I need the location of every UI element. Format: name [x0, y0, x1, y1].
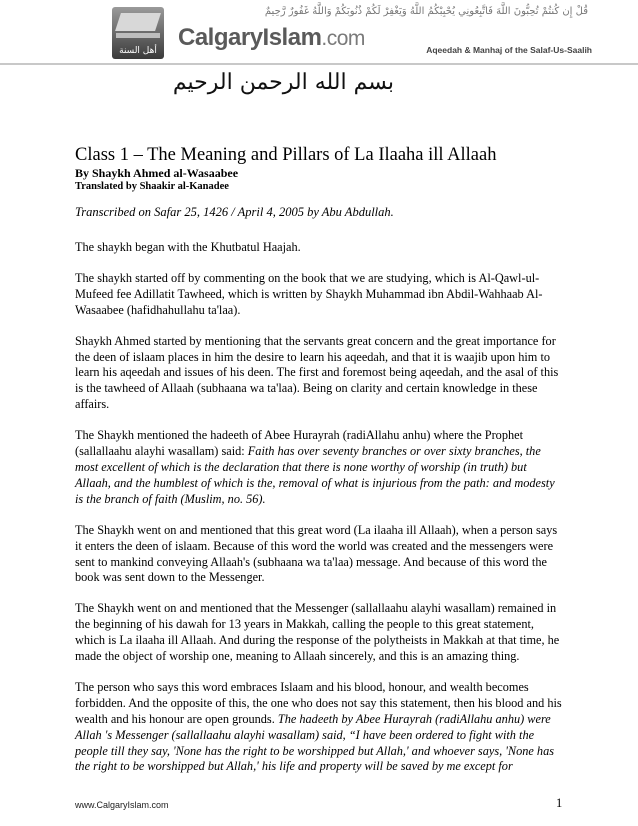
- paragraph-text: The Shaykh went on and mentioned that the Messenger (sallallaahu alayhi wasallam) remained in the beginning of his dawah for 13 years in Makkah, calling the people to this great statement, which is La ilaaha ill Allaah. And during the response of the polytheists in Makkah at that time, he made the object of worship one, meaning to Allaah sincerely, and this is an amazing thing.: [75, 601, 560, 664]
- paragraph-text: The shaykh began with the Khutbatul Haajah.: [75, 240, 301, 254]
- paragraph-text: The Shaykh went on and mentioned that this great word (La ilaaha ill Allaah), when a person says it enters the deen of islaam. Because of this word the world was created and the messengers were sent to mankind conveying Allaah's (subhaana wa ta'laa) message. And because of this word the book was sent down to the Messenger.: [75, 522, 558, 585]
- page-number: 1: [556, 796, 563, 810]
- footer-website: www.CalgaryIslam.com: [75, 800, 169, 810]
- hadith-quote: The hadeeth by Abee Hurayrah (radiAllahu anhu) were Allah 's Messenger (sallallaahu alayhi wasallam) said, “I have been ordered to fight with the people till they say, 'None has the right to be worshipped but Allah,' and whoever says, 'None has the right to be worshipped but Allah,' his life and property will be saved by me except for: [75, 711, 555, 774]
- paragraph: [75, 523, 565, 587]
- paragraph-text: The person who says this word embraces Islaam and his blood, honour, and wealth becomes forbidden. And the opposite of this, the one who does not say this statement, then his blood and his wealth and his honour are open grounds.: [75, 679, 562, 726]
- paragraph-text: Shaykh Ahmed started by mentioning that the servants great concern and the great importance for the deen of islaam places in him the desire to learn his aqeedah, and that it is waajib upon him to learn his aqeedah and issues of his deen. The first and foremost being aqeedah, and the asal of this is the tawheed of Allaah (subhaana wa ta'laa). Being on clarity and certain knowledge in these affairs.: [75, 333, 559, 412]
- bismillah-calligraphy: بسم الله الرحمن الرحيم: [172, 70, 394, 95]
- document-body: [75, 145, 565, 775]
- paragraph: [75, 601, 565, 665]
- site-name: [178, 24, 365, 52]
- arabic-verse: قُلْ إِن كُنتُمْ تُحِبُّونَ اللَّهَ فَاتَّبِعُونِي يُحْبِبْكُمُ اللَّهُ وَيَغْفِرْ لَكُمْ ذُنُوبَكُمْ وَاللَّهُ غَفُورٌ رَّحِيمٌ: [264, 6, 588, 17]
- site-name-suffix: .com: [321, 27, 365, 50]
- kaaba-logo-icon: [112, 7, 164, 59]
- transcription-note: Transcribed on Safar 25, 1426 / April 4, 2005 by Abu Abdullah.: [75, 205, 394, 219]
- paragraph-text: The Shaykh mentioned the hadeeth of Abee Hurayrah (radiAllahu anhu) where the Prophet (sallallaahu alayhi wasallam) said:: [75, 428, 524, 459]
- document-title: Class 1 – The Meaning and Pillars of La Ilaaha ill Allaah: [75, 145, 497, 165]
- paragraph: [75, 680, 565, 775]
- site-name-main: CalgaryIslam: [178, 24, 322, 51]
- paragraph: [75, 428, 565, 508]
- paragraph-text: The shaykh started off by commenting on the book that we are studying, which is Al-Qawl-ul-Mufeed fee Adillatit Tawheed, which is written by Shaykh Muhammad ibn Abdil-Wahhaab Al-Wasaabee (hafidhahullahu ta'laa).: [75, 270, 543, 317]
- logo-text: أهل السنة: [119, 46, 157, 56]
- paragraph: [75, 240, 565, 256]
- paragraph: [75, 271, 565, 319]
- page-header: [0, 0, 638, 70]
- hadith-quote: Faith has over seventy branches or over sixty branches, the most excellent of which is the declaration that there is none worthy of worship (in truth) but Allaah, and the humblest of which is the, removal of what is injurious from the path: and modesty is the branch of faith (Muslim, no. 56).: [75, 444, 555, 506]
- translator-line: Translated by Shaakir al-Kanadee: [75, 181, 229, 192]
- paragraph: [75, 334, 565, 414]
- site-tagline: Aqeedah & Manhaj of the Salaf-Us-Saalih: [426, 45, 592, 55]
- paragraphs: [75, 240, 565, 775]
- author-byline: By Shaykh Ahmed al-Wasaabee: [75, 166, 239, 180]
- header-divider: [0, 63, 638, 65]
